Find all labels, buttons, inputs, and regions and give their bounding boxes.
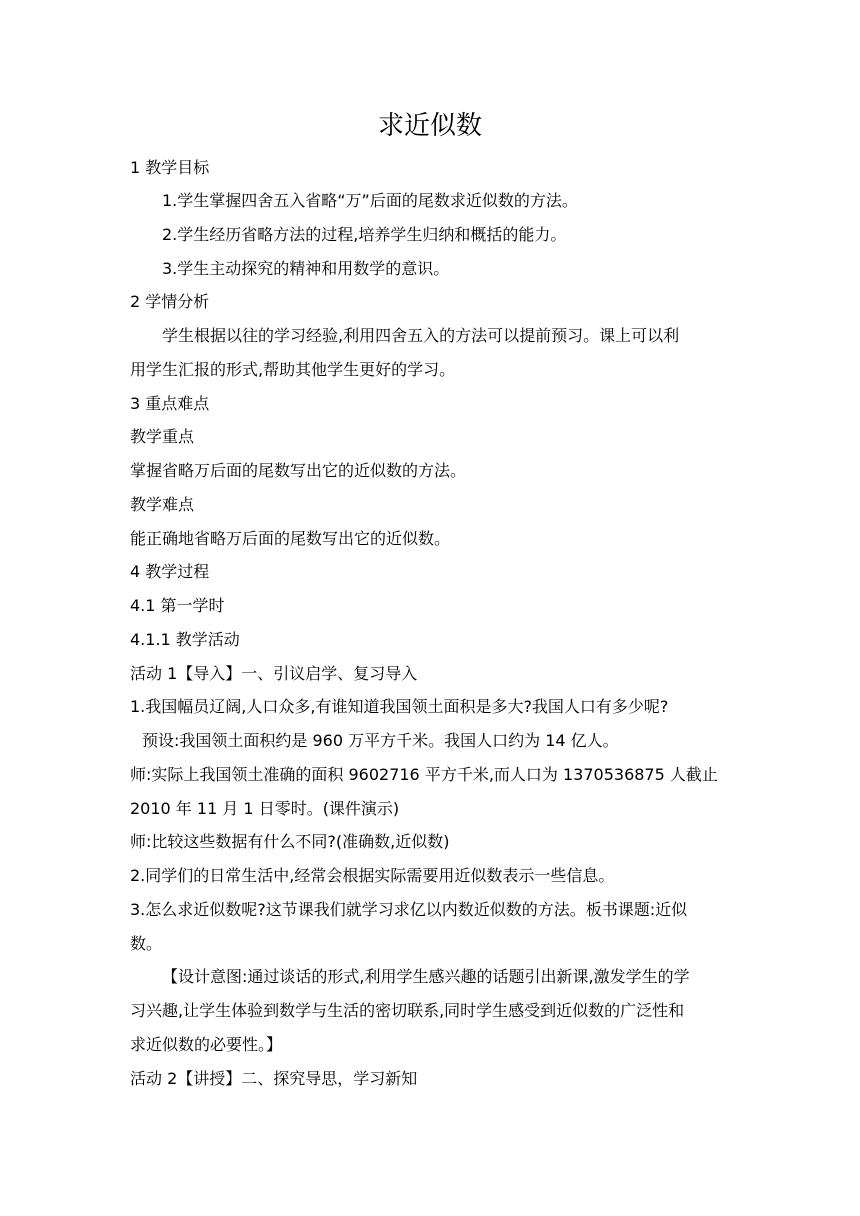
paragraph-line: 能正确地省略万后面的尾数写出它的近似数。 bbox=[130, 529, 451, 548]
heading-activity-2: 活动 2【讲授】二、探究导思，学习新知 bbox=[130, 1069, 418, 1088]
paragraph-line: 师:比较这些数据有什么不同?(准确数,近似数) bbox=[130, 832, 450, 851]
heading-first-lesson: 4.1 第一学时 bbox=[130, 596, 225, 615]
document-title: 求近似数 bbox=[377, 111, 482, 141]
heading-teaching-process: 4 教学过程 bbox=[130, 562, 210, 581]
paragraph-line: 用学生汇报的形式,帮助其他学生更好的学习。 bbox=[130, 360, 456, 379]
subheading-key-point: 教学重点 bbox=[130, 427, 195, 446]
heading-activity-1: 活动 1【导入】一、引议启学、复习导入 bbox=[130, 664, 418, 683]
heading-key-points: 3 重点难点 bbox=[130, 394, 210, 413]
paragraph-line: 2010 年 11 月 1 日零时。(课件演示) bbox=[130, 799, 400, 818]
goal-item-2: 2.学生经历省略方法的过程,培养学生归纳和概括的能力。 bbox=[162, 225, 567, 244]
goal-item-1: 1.学生掌握四舍五入省略“万”后面的尾数求近似数的方法。 bbox=[162, 191, 578, 210]
heading-teaching-activities: 4.1.1 教学活动 bbox=[130, 630, 240, 649]
design-intent-line: 求近似数的必要性。】 bbox=[130, 1035, 283, 1054]
design-intent-line: 习兴趣,让学生体验到数学与生活的密切联系,同时学生感受到近似数的广泛性和 bbox=[130, 1001, 685, 1020]
paragraph-line: 3.怎么求近似数呢?这节课我们就学习求亿以内数近似数的方法。板书课题:近似 bbox=[130, 900, 688, 919]
paragraph-line: 预设:我国领土面积约是 960 万平方千米。我国人口约为 14 亿人。 bbox=[142, 731, 619, 750]
design-intent-line: 【设计意图:通过谈话的形式,利用学生感兴趣的话题引出新课,激发学生的学 bbox=[162, 967, 690, 986]
paragraph-line: 数。 bbox=[130, 934, 163, 953]
paragraph-line: 学生根据以往的学习经验,利用四舍五入的方法可以提前预习。课上可以利 bbox=[162, 326, 680, 345]
paragraph-line: 2.同学们的日常生活中,经常会根据实际需要用近似数表示一些信息。 bbox=[130, 866, 615, 885]
paragraph-line: 师:实际上我国领土准确的面积 9602716 平方千米,而人口为 1370536875 人截止 bbox=[130, 765, 718, 784]
heading-teaching-goals: 1 教学目标 bbox=[130, 158, 210, 177]
goal-item-3: 3.学生主动探究的精神和用数学的意识。 bbox=[162, 259, 450, 278]
paragraph-line: 1.我国幅员辽阔,人口众多,有谁知道我国领土面积是多大?我国人口有多少呢? bbox=[130, 697, 669, 716]
paragraph-line: 掌握省略万后面的尾数写出它的近似数的方法。 bbox=[130, 461, 467, 480]
subheading-difficulty: 教学难点 bbox=[130, 495, 195, 514]
heading-learning-analysis: 2 学情分析 bbox=[130, 292, 210, 311]
